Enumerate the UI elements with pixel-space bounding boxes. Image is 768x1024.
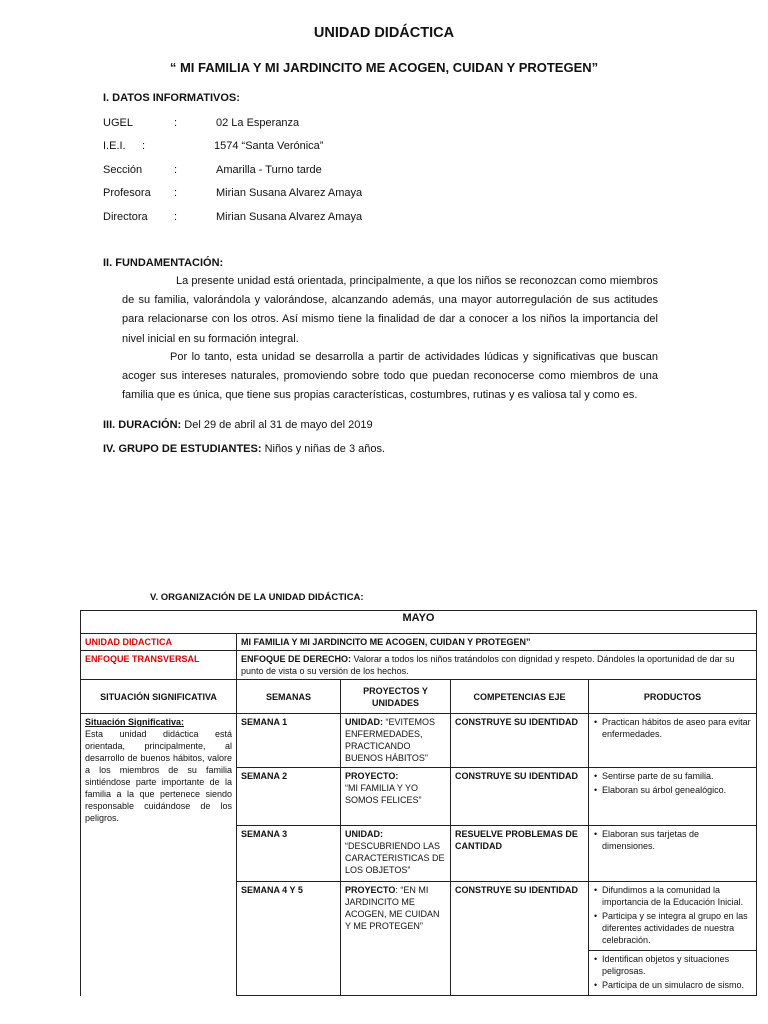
proyecto-name: “EVITEMOS ENFERMEDADES, PRACTICANDO BUENOS HÁBITOS” [345,717,436,763]
info-value-seccion: Amarilla - Turno tarde [216,164,322,176]
grupo-heading: IV. GRUPO DE ESTUDIANTES: [103,443,262,455]
semana-cell: SEMANA 4 Y 5 [237,882,341,996]
info-sep: : [174,211,178,223]
proyecto-cell [341,826,451,882]
enfoque-text: Valorar a todos los niños tratándolos con dignidad y respeto. Dándoles la oportunidad de dar su punto de vista o su versión de los hechos. [241,654,735,676]
proyecto-type: PROYECTO: [345,771,399,781]
list-item: • Sentirse parte de su familia. [602,770,752,782]
proyecto-cell [341,882,451,996]
info-label-directora: Directora [103,211,148,223]
document-title: UNIDAD DIDÁCTICA [313,25,455,41]
list-item: • Elaboran sus tarjetas de dimensiones. [602,828,752,852]
semana-cell: SEMANA 3 [237,826,341,882]
duracion-text: Del 29 de abril al 31 de mayo del 2019 [181,419,373,431]
info-sep: : [174,117,178,129]
proyecto-cell [341,714,451,768]
header-situacion: SITUACIÓN SIGNIFICATIVA [81,680,237,714]
section-grupo [103,443,385,455]
list-item: • Identifican objetos y situaciones peligrosas. [602,953,752,977]
situacion-cell [81,714,237,996]
competencia-cell: CONSTRUYE SU IDENTIDAD [451,768,589,826]
proyecto-cell [341,768,451,826]
enfoque-value [237,651,757,680]
productos-cell [589,714,757,768]
info-label-iei: I.E.I. [103,140,126,152]
proyecto-name: “DESCUBRIENDO LAS CARACTERISTICAS DE LOS OBJETOS” [345,841,445,875]
list-item: • Elaboran su árbol genealógico. [602,784,752,796]
info-value-ugel: 02 La Esperanza [216,117,300,129]
semana-cell: SEMANA 1 [237,714,341,768]
info-label-ugel: UGEL [103,117,133,129]
list-item: • Participa de un simulacro de sismo. [602,979,752,991]
organization-table [80,610,757,996]
productos-cell [589,768,757,826]
enfoque-bold: ENFOQUE DE DERECHO: [241,654,352,664]
unidad-value: MI FAMILIA Y MI JARDINCITO ME ACOGEN, CUIDAN Y PROTEGEN” [237,634,757,651]
table-row [81,714,757,768]
table-row [81,634,757,651]
semana-cell: SEMANA 2 [237,768,341,826]
proyecto-type: UNIDAD: [345,829,383,839]
section-datos-heading: I. DATOS INFORMATIVOS: [103,92,240,104]
proyecto-type: UNIDAD: [345,717,383,727]
competencia-cell: RESUELVE PROBLEMAS DE CANTIDAD [451,826,589,882]
competencia-cell: CONSTRUYE SU IDENTIDAD [451,882,589,996]
header-semanas: SEMANAS [237,680,341,714]
grupo-text: Niños y niñas de 3 años. [261,443,386,455]
proyecto-name: “MI FAMILIA Y YO SOMOS FELICES” [345,783,422,805]
table-row [81,651,757,680]
list-item: • Practican hábitos de aseo para evitar enfermedades. [602,716,752,740]
proyecto-type: PROYECTO [345,885,396,895]
productos-cell [589,826,757,882]
unit-subtitle: “ MI FAMILIA Y MI JARDINCITO ME ACOGEN, CUIDAN Y PROTEGEN” [169,60,599,75]
competencia-cell: CONSTRUYE SU IDENTIDAD [451,714,589,768]
section-fundamentacion-heading: II. FUNDAMENTACIÓN: [103,257,224,269]
table-header-row [81,680,757,714]
table-row [81,611,757,634]
header-proyectos: PROYECTOS Y UNIDADES [341,680,451,714]
info-label-profesora: Profesora [103,187,151,199]
header-competencias: COMPETENCIAS EJE [451,680,589,714]
duracion-heading: III. DURACIÓN: [103,419,182,431]
fundamentacion-paragraph-2: Por lo tanto, esta unidad se desarrolla a partir de actividades lúdicas y significativas que buscan acoger sus intereses naturales, promoviendo sobre todo que puedan reconocerse como miembros de una familia que es única, que tiene sus propias características, costumbres, rutinas y es valiosa tal y como es. [122,351,658,402]
section-organizacion-heading: V. ORGANIZACIÓN DE LA UNIDAD DIDÁCTICA: [150,592,364,603]
section-duracion [103,419,373,431]
info-label-seccion: Sección [103,164,143,176]
situacion-text: Esta unidad didáctica está orientada, principalmente, al desarrollo de buenos hábitos, valore a los miembros de su familia sintiéndose parte importante de la familia a la que pertenece siendo responsable cuidándose de los peligros. [85,729,232,823]
situacion-title: Situación Significativa: [85,717,185,727]
info-sep: : [174,164,178,176]
info-sep: : [174,187,178,199]
info-value-directora: Mirian Susana Alvarez Amaya [216,211,363,223]
productos-cell [589,882,757,996]
unidad-label: UNIDAD DIDACTICA [81,634,237,651]
info-value-iei: 1574 “Santa Verónica” [214,140,324,152]
fundamentacion-paragraph-1: La presente unidad está orientada, principalmente, a que los niños se reconozcan como miembros de su familia, valorándola y valorándose, alcanzando además, una mayor autorregulación de sus actitudes para relacionarse con los otros. Así mismo tiene la finalidad de dar a conocer a los niños la importancia del nivel inicial en su formación integral. [122,275,658,345]
info-sep: : [142,140,146,152]
list-item: • Difundimos a la comunidad la importancia de la Educación Inicial. [602,884,752,908]
month-cell: MAYO [81,611,757,634]
info-value-profesora: Mirian Susana Alvarez Amaya [216,187,363,199]
proyecto-name: : “EN MI JARDINCITO ME ACOGEN, ME CUIDAN Y ME PROTEGEN” [345,885,440,931]
header-productos: PRODUCTOS [589,680,757,714]
list-item: • Participa y se integra al grupo en las diferentes actividades de nuestra celebración. [602,910,752,946]
enfoque-label: ENFOQUE TRANSVERSAL [81,651,237,680]
